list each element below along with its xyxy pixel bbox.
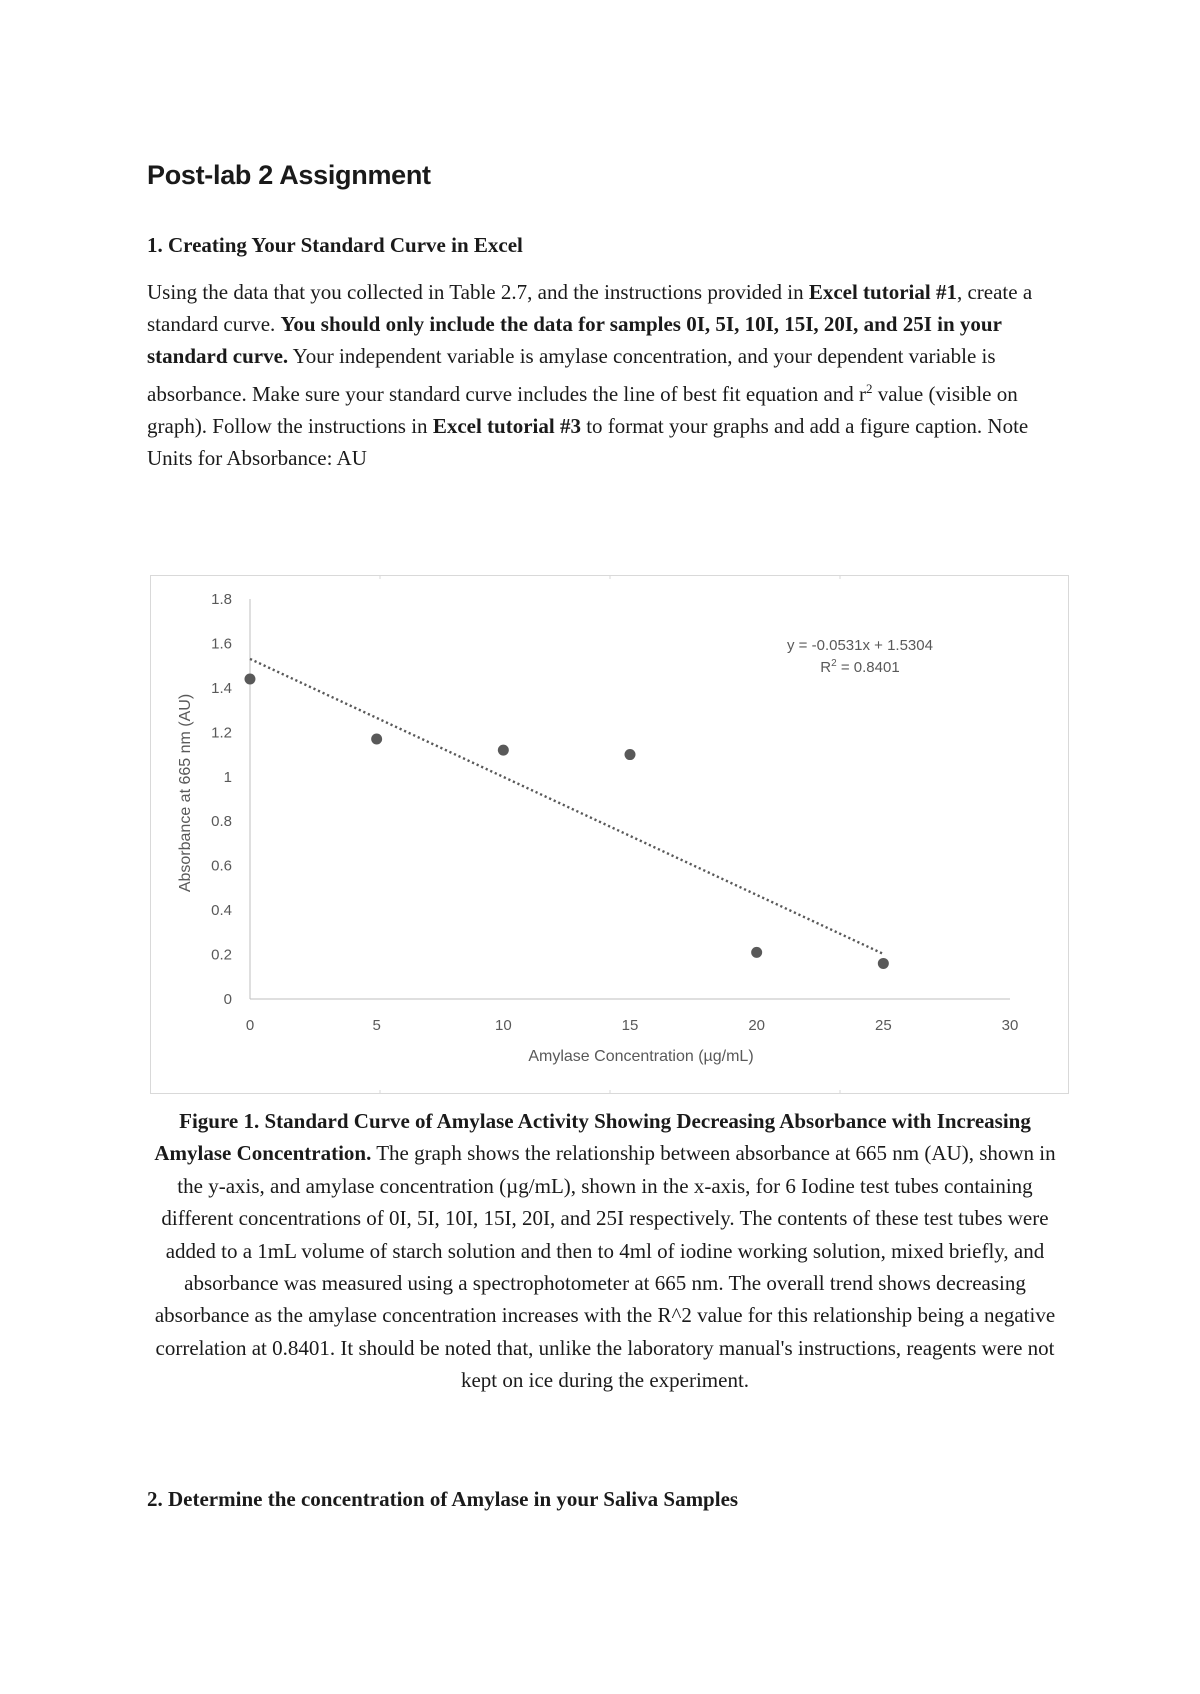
y-tick-label: 0.6 — [211, 857, 232, 875]
r-squared-value: = 0.8401 — [836, 659, 900, 676]
para-bold-excel-tutorial-3: Excel tutorial #3 — [432, 413, 581, 438]
data-point — [878, 958, 889, 969]
para-text-2: , create a standard curve. — [147, 280, 1033, 337]
r-squared-superscript: 2 — [831, 658, 837, 669]
r-squared-prefix: R — [820, 659, 832, 676]
standard-curve-chart — [150, 575, 1070, 1095]
data-point — [751, 947, 762, 958]
para-text-4: value (visible on graph). Follow the instructions in — [147, 381, 1018, 438]
para-text-5: to format your graphs and add a figure caption. Note Units for Absorbance: AU — [147, 413, 1029, 471]
chart-svg — [150, 575, 1070, 1095]
x-tick-label: 25 — [874, 1017, 892, 1034]
para-superscript: 2 — [866, 380, 873, 396]
para-bold-excel-tutorial-1: Excel tutorial #1 — [808, 280, 957, 304]
data-point — [371, 734, 382, 745]
data-point — [498, 745, 509, 756]
y-tick-label: 0.4 — [211, 902, 232, 920]
figure-caption-title: Figure 1. Standard Curve of Amylase Activity Showing Decreasing Absorbance with Increasing Amylase Concentration. — [154, 1109, 1031, 1166]
y-tick-label: 1.4 — [211, 679, 232, 697]
section-2-heading: 2. Determine the concentration of Amylase in your Saliva Samples — [147, 1487, 739, 1511]
page-title: Post-lab 2 Assignment — [147, 160, 431, 190]
x-tick-label: 15 — [621, 1017, 639, 1034]
y-tick-label: 0.2 — [211, 946, 232, 964]
x-tick-label: 20 — [748, 1017, 766, 1034]
y-axis-label: Absorbance at 665 nm (AU) — [177, 693, 194, 893]
y-tick-label: 0 — [223, 991, 232, 1008]
y-tick-label: 1.6 — [211, 635, 232, 653]
figure-caption-body: The graph shows the relationship between absorbance at 665 nm (AU), shown in the y-axis, and amylase concentration (µg/mL), shown in the x-axis, for 6 Iodine test tubes containing different concentrations of 0I, 5I, 10I, 15I, 20I, and 25I respectively. The contents of these test tubes were added to a 1mL volume of starch solution and then to 4ml of iodine working solution, mixed briefly, and absorbance was measured using a spectrophotometer at 665 nm. The overall trend shows decreasing absorbance as the amylase concentration increases with the R^2 value for this relationship being a negative correlation at 0.8401. It should be noted that, unlike the laboratory manual's instructions, reagents were not kept on ice during the experiment. — [154, 1141, 1056, 1393]
y-tick-label: 1 — [223, 768, 232, 786]
section-1-heading: 1. Creating Your Standard Curve in Excel — [147, 233, 523, 257]
para-text-1: Using the data that you collected in Table 2.7, and the instructions provided in — [147, 280, 809, 304]
y-tick-label: 1.8 — [211, 591, 232, 608]
x-tick-label: 0 — [245, 1017, 255, 1034]
x-tick-label: 10 — [494, 1017, 512, 1034]
x-tick-label: 5 — [372, 1017, 381, 1034]
trendline-equation: y = -0.0531x + 1.5304 — [787, 637, 933, 654]
x-tick-label: 30 — [1001, 1017, 1019, 1034]
y-tick-label: 1.2 — [211, 724, 232, 742]
para-text-3: Your independent variable is amylase concentration, and your dependent variable is absorbance. Make sure your standard curve includes the line of best fit equation and r — [147, 344, 996, 406]
y-tick-label: 0.8 — [211, 813, 232, 831]
figure-caption — [145, 1105, 1065, 1397]
data-point — [245, 674, 256, 685]
x-axis-label: Amylase Concentration (µg/mL) — [528, 1048, 754, 1065]
data-point — [625, 749, 636, 760]
para-bold-samples-instruction: You should only include the data for samples 0I, 5I, 10I, 15I, 20I, and 25I in your standard curve. — [147, 312, 1002, 369]
section-1-paragraph — [147, 276, 1067, 474]
